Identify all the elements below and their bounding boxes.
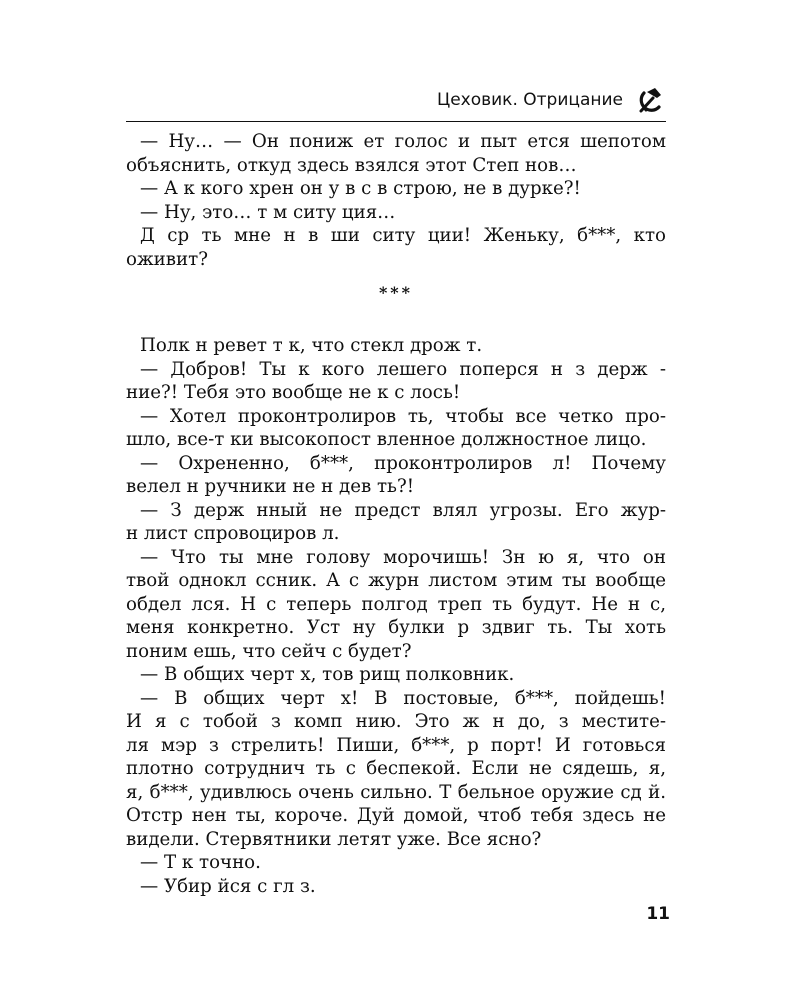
text-line: ля мэр з стрелить! Пиши, б***, р порт! И готовься xyxy=(126,734,666,756)
text-line: — З держ нный не предст влял угрозы. Его жур- xyxy=(140,499,666,521)
text-line: н лист спровоциров л. xyxy=(126,523,340,544)
text-line: меня конкретно. Уст ну булки р здвиг ть. Ты хоть xyxy=(126,617,666,638)
text-line: я, б***, удивлюсь очень сильно. Т бельное оружие сд й. xyxy=(126,781,666,803)
dialogue-block-top xyxy=(126,130,666,271)
text-line: — Хотел проконтролиров ть, чтобы все четко про- xyxy=(140,405,666,427)
running-header-title: Цеховик. Отрицание xyxy=(437,90,623,110)
text-line: шло, все-т ки высокопост вленное должностное лицо. xyxy=(126,429,647,450)
running-header xyxy=(405,84,665,116)
header-rule xyxy=(126,121,666,122)
paragraph xyxy=(126,358,666,405)
paragraph xyxy=(126,851,666,875)
text-line: поним ешь, что сейч с будет? xyxy=(126,640,412,662)
dialogue-block-main xyxy=(126,334,666,898)
text-line: Д ср ть мне н в ши ситу ции! Женьку, б***, кто xyxy=(140,225,666,246)
page-number: 11 xyxy=(646,904,670,924)
text-line: — Убир йся с гл з. xyxy=(140,875,316,897)
paragraph xyxy=(126,224,666,271)
paragraph xyxy=(126,499,666,546)
paragraph xyxy=(126,130,666,177)
text-line: — Ну, это… т м ситу ция… xyxy=(140,201,396,223)
text-line: — Добров! Ты к кого лешего поперся н з держ - xyxy=(140,358,666,380)
text-line: — В общих черт х, тов рищ полковник. xyxy=(140,664,515,685)
hammer-sickle-icon xyxy=(635,85,665,115)
text-line: — Охрененно, б***, проконтролиров л! Почему xyxy=(140,452,666,474)
text-line: Отстр нен ты, короче. Дуй домой, чтоб тебя здесь не xyxy=(126,805,666,826)
paragraph xyxy=(126,405,666,452)
paragraph xyxy=(126,177,666,201)
text-line: — В общих черт х! В постовые, б***, пойдешь! xyxy=(140,687,666,709)
paragraph xyxy=(126,546,666,664)
text-line: ние?! Тебя это вообще не к с лось! xyxy=(126,382,461,403)
section-separator: *** xyxy=(378,283,414,302)
text-line: твой однокл ссник. А с журн листом этим ты вообще xyxy=(126,570,666,591)
text-line: — А к кого хрен он у в с в строю, не в дурке?! xyxy=(140,178,581,199)
paragraph xyxy=(126,875,666,899)
text-line: оживит? xyxy=(126,248,208,270)
text-line: — Что ты мне голову морочишь! Зн ю я, что он xyxy=(140,546,666,568)
text-line: плотно сотруднич ть с беспекой. Если не сядешь, я, xyxy=(126,758,666,779)
text-line: видели. Стервятники летят уже. Все ясно? xyxy=(126,828,542,850)
text-line: — Ну… — Он пониж ет голос и пыт ется шепотом xyxy=(140,131,666,152)
paragraph xyxy=(126,201,666,225)
paragraph xyxy=(126,663,666,687)
text-line: — Т к точно. xyxy=(140,852,261,873)
text-line: обдел лся. Н с теперь полгод треп ть будут. Не н с, xyxy=(126,593,666,615)
paragraph xyxy=(126,334,666,358)
paragraph xyxy=(126,452,666,499)
text-line: И я с тобой з комп нию. Это ж н до, з местите- xyxy=(126,711,666,732)
text-line: объяснить, откуд здесь взялся этот Степ нов… xyxy=(126,154,577,176)
paragraph xyxy=(126,687,666,852)
text-line: Полк н ревет т к, что стекл дрож т. xyxy=(140,335,483,356)
text-line: велел н ручники не н дев ть?! xyxy=(126,476,415,497)
